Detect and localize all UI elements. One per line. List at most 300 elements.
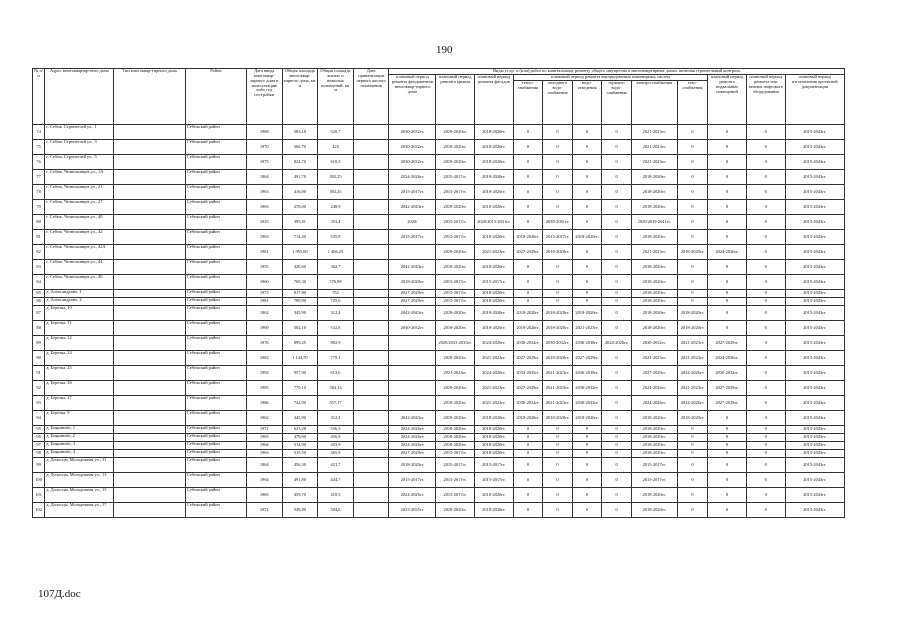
cell-facade: 2018-2020гг. <box>475 125 514 140</box>
cell-docs: 2015-2043гг. <box>785 434 844 442</box>
cell-fund <box>389 351 436 366</box>
cell-heat: 2030-2032гг. <box>513 396 543 411</box>
cell-type <box>114 215 185 230</box>
cell-n: 84 <box>33 275 45 290</box>
cell-facade: 2018-2020гг. <box>475 306 514 321</box>
cell-year: 1960 <box>246 275 282 290</box>
cell-area: 779,10 <box>282 381 318 396</box>
cell-area: 345,90 <box>282 306 318 321</box>
header-docs: плановый период изготовления проектной документации <box>785 75 844 125</box>
cell-gas: 0 <box>677 230 708 245</box>
header-fund: плановый период ремонта фундаментов многоквар-тирного дома <box>389 75 436 125</box>
cell-addr: д. Долосцы, Молодежная ул., 11 <box>45 458 114 473</box>
cell-type <box>114 351 185 366</box>
cell-priv <box>353 275 389 290</box>
cell-res: 802,9 <box>318 336 354 351</box>
cell-drain: 2018-2020гг. <box>572 306 602 321</box>
cell-basement: 2024-2026гг. <box>708 245 747 260</box>
table-row <box>33 260 845 275</box>
cell-type <box>114 185 185 200</box>
cell-area: 320,60 <box>282 260 318 275</box>
cell-elec: 2021-2023гг. <box>631 140 677 155</box>
cell-lift: 0 <box>746 125 785 140</box>
cell-district: Себежский район <box>185 125 246 140</box>
header-type: Тип многоквар-тирного дома <box>114 69 185 125</box>
cell-res: 752 <box>318 290 354 298</box>
cell-type <box>114 411 185 426</box>
cell-elec: 2018-2020гг. <box>631 290 677 298</box>
cell-basement: 0 <box>708 290 747 298</box>
table-row <box>33 503 845 518</box>
cell-lift: 0 <box>746 458 785 473</box>
cell-res: 532,8 <box>318 321 354 336</box>
cell-district: Себежский район <box>185 503 246 518</box>
cell-gas: 0 <box>677 434 708 442</box>
cell-elec: 2018-2020гг. <box>631 230 677 245</box>
cell-elec: 2018-2020гг. <box>631 298 677 306</box>
cell-cold: 0 <box>543 298 573 306</box>
cell-cold: 2021-2023гг. <box>543 381 573 396</box>
cell-year: 1976 <box>246 336 282 351</box>
cell-cold: 2018-2020гг. <box>543 351 573 366</box>
cell-gas: 2021-2023гг. <box>677 381 708 396</box>
header-roof: плановый период ремонта крыши <box>436 75 475 125</box>
cell-docs: 2015-2043гг. <box>785 396 844 411</box>
cell-roof: 2018-2020гг. <box>436 125 475 140</box>
cell-drain: 0 <box>572 298 602 306</box>
cell-drain: 2036-2038гг. <box>572 366 602 381</box>
cell-hot: 0 <box>602 366 632 381</box>
cell-cold: 2018-2020гг. <box>543 306 573 321</box>
cell-year: 1964 <box>246 473 282 488</box>
cell-elec: 2030-2032гг. <box>631 336 677 351</box>
cell-gas: 0 <box>677 290 708 298</box>
cell-district: Себежский район <box>185 458 246 473</box>
cell-type <box>114 230 185 245</box>
cell-area: 549,80 <box>282 503 318 518</box>
cell-addr: д. Березка, 26 <box>45 381 114 396</box>
capital-repair-table <box>32 68 845 518</box>
cell-res: 557,17 <box>318 396 354 411</box>
header-drain: водо-отведения <box>572 81 602 125</box>
cell-type <box>114 245 185 260</box>
cell-fund <box>389 381 436 396</box>
table-row <box>33 426 845 434</box>
cell-heat: 0 <box>513 488 543 503</box>
cell-elec: 2027-2029гг. <box>631 366 677 381</box>
cell-addr: д. Бояриново, 1 <box>45 426 114 434</box>
cell-basement: 0 <box>708 125 747 140</box>
cell-cold: 0 <box>543 458 573 473</box>
cell-type <box>114 260 185 275</box>
cell-year: 1981 <box>246 245 282 260</box>
cell-docs: 2015-2043гг. <box>785 442 844 450</box>
cell-heat: 0 <box>513 125 543 140</box>
cell-lift: 0 <box>746 336 785 351</box>
cell-priv <box>353 473 389 488</box>
cell-lift: 0 <box>746 306 785 321</box>
cell-priv <box>353 411 389 426</box>
cell-heat: 2030-2032гг. <box>513 336 543 351</box>
cell-lift: 0 <box>746 140 785 155</box>
cell-basement: 2024-2026гг. <box>708 351 747 366</box>
cell-hot: 0 <box>602 185 632 200</box>
cell-docs: 2015-2043гг. <box>785 200 844 215</box>
cell-heat: 0 <box>513 298 543 306</box>
cell-hot: 0 <box>602 396 632 411</box>
cell-cold: 0 <box>543 442 573 450</box>
cell-basement: 0 <box>708 155 747 170</box>
cell-fund: 2015-2017гг. <box>389 230 436 245</box>
cell-roof: 2015-2017гг. <box>436 290 475 298</box>
cell-gas: 0 <box>677 450 708 458</box>
cell-lift: 0 <box>746 366 785 381</box>
cell-n: 100 <box>33 473 45 488</box>
cell-res: 1 466,25 <box>318 245 354 260</box>
cell-district: Себежский район <box>185 200 246 215</box>
cell-priv <box>353 290 389 298</box>
cell-priv <box>353 260 389 275</box>
cell-cold: 0 <box>543 260 573 275</box>
cell-roof: 2018-2020гг. <box>436 200 475 215</box>
cell-roof: 2018-2020гг. <box>436 351 475 366</box>
cell-docs: 2015-2043гг. <box>785 450 844 458</box>
cell-roof: 2018-2020гг. <box>436 434 475 442</box>
cell-elec: 2018-2020гг. <box>631 450 677 458</box>
cell-addr: д. Бояриново, 4 <box>45 450 114 458</box>
cell-drain: 2027-2029гг. <box>572 351 602 366</box>
cell-basement: 0 <box>708 503 747 518</box>
cell-district: Себежский район <box>185 473 246 488</box>
cell-priv <box>353 450 389 458</box>
cell-heat: 0 <box>513 434 543 442</box>
cell-basement: 0 <box>708 426 747 434</box>
cell-elec: 2015-2017гг. <box>631 473 677 488</box>
cell-facade: 2018-2020гг. <box>475 298 514 306</box>
cell-elec: 2018-2020гг. <box>631 426 677 434</box>
cell-res: 248,9 <box>318 200 354 215</box>
cell-roof: 2015-2017гг. <box>436 473 475 488</box>
cell-n: 82 <box>33 245 45 260</box>
cell-fund: 2018-2020гг. <box>389 458 436 473</box>
cell-hot: 0 <box>602 260 632 275</box>
cell-res: 392,25 <box>318 185 354 200</box>
cell-drain: 2030-2032гг. <box>572 396 602 411</box>
cell-area: 456,30 <box>282 458 318 473</box>
header-address: Адрес многоквартир-ного дома <box>45 69 114 125</box>
cell-area: 1 955,00 <box>282 245 318 260</box>
cell-lift: 0 <box>746 396 785 411</box>
cell-fund: 2042-2043гг. <box>389 200 436 215</box>
cell-area: 742,90 <box>282 396 318 411</box>
cell-drain: 0 <box>572 488 602 503</box>
cell-res: 421,7 <box>318 458 354 473</box>
cell-fund: 2024-2026гг. <box>389 426 436 434</box>
cell-lift: 0 <box>746 260 785 275</box>
cell-gas: 2021-2023гг. <box>677 336 708 351</box>
cell-res: 618,5 <box>318 155 354 170</box>
cell-elec: 2018-2020гг. <box>631 185 677 200</box>
cell-facade: 2018-2020гг. <box>475 321 514 336</box>
cell-roof: 2018-2020гг. <box>436 260 475 275</box>
cell-district: Себежский район <box>185 434 246 442</box>
cell-year: 1981 <box>246 298 282 306</box>
cell-gas: 0 <box>677 155 708 170</box>
cell-fund: 2033-2035гг. <box>389 503 436 518</box>
cell-gas: 0 <box>677 458 708 473</box>
cell-basement: 0 <box>708 321 747 336</box>
cell-roof: 2021-2023гг. <box>436 366 475 381</box>
cell-facade: 2018-2020гг. <box>475 488 514 503</box>
cell-district: Себежский район <box>185 290 246 298</box>
cell-year: 1963 <box>246 185 282 200</box>
cell-area: 957,90 <box>282 366 318 381</box>
cell-elec: 2018-2020гг. <box>631 321 677 336</box>
cell-priv <box>353 245 389 260</box>
table-row <box>33 215 845 230</box>
cell-res: 613,6 <box>318 366 354 381</box>
cell-roof: 2015-2017гг. <box>436 458 475 473</box>
cell-year: 1970 <box>246 140 282 155</box>
cell-addr: г. Себеж, Челюскинцев ул., 42А <box>45 245 114 260</box>
cell-docs: 2015-2043гг. <box>785 381 844 396</box>
cell-priv <box>353 215 389 230</box>
cell-fund: 2030-2032гг. <box>389 321 436 336</box>
header-basement: плановый период ремонта подвальных помещений <box>708 75 747 125</box>
cell-roof: 2020/2033-2035гг. <box>436 336 475 351</box>
cell-area: 1 144,70 <box>282 351 318 366</box>
cell-hot: 0 <box>602 381 632 396</box>
cell-roof: 2015-2017гг. <box>436 170 475 185</box>
cell-res: 556,5 <box>318 426 354 434</box>
cell-elec: 2024-2026гг. <box>631 396 677 411</box>
cell-gas: 2018-2020гг. <box>677 321 708 336</box>
header-elec: электро-снабжения <box>631 81 677 125</box>
cell-docs: 2015-2043гг. <box>785 155 844 170</box>
cell-cold: 2021-2023гг. <box>543 396 573 411</box>
cell-lift: 0 <box>746 426 785 434</box>
cell-lift: 0 <box>746 275 785 290</box>
cell-facade: 2018-2020гг. <box>475 170 514 185</box>
cell-priv <box>353 351 389 366</box>
cell-area: 345,90 <box>282 411 318 426</box>
cell-n: 88 <box>33 321 45 336</box>
cell-docs: 2015-2043гг. <box>785 321 844 336</box>
cell-basement: 0 <box>708 306 747 321</box>
cell-cold: 2021-2023гг. <box>543 366 573 381</box>
cell-docs: 2015-2043гг. <box>785 215 844 230</box>
cell-district: Себежский район <box>185 260 246 275</box>
cell-heat: 2033-2035гг. <box>513 366 543 381</box>
cell-priv <box>353 336 389 351</box>
cell-addr: д. Бояриново, 3 <box>45 442 114 450</box>
cell-heat: 0 <box>513 185 543 200</box>
cell-cold: 2018-2020гг. <box>543 245 573 260</box>
cell-n: 94 <box>33 411 45 426</box>
cell-gas: 0 <box>677 200 708 215</box>
cell-facade: 2018-2020гг. <box>475 185 514 200</box>
cell-roof: 2018-2020гг. <box>436 245 475 260</box>
cell-addr: г. Себеж, Строителей ул., 5 <box>45 155 114 170</box>
cell-type <box>114 381 185 396</box>
cell-docs: 2015-2043гг. <box>785 336 844 351</box>
cell-year: 1935 <box>246 215 282 230</box>
cell-res: 465,9 <box>318 450 354 458</box>
cell-hot: 0 <box>602 306 632 321</box>
cell-addr: г. Себеж, Строителей ул., 3 <box>45 140 114 155</box>
cell-n: 76 <box>33 155 45 170</box>
cell-area: 515,50 <box>282 450 318 458</box>
cell-res: 353,4 <box>318 215 354 230</box>
header-lift: плановый период ремонта или замены лифтового оборудования <box>746 75 785 125</box>
table-row <box>33 473 845 488</box>
cell-docs: 2015-2043гг. <box>785 366 844 381</box>
table-row <box>33 200 845 215</box>
cell-elec: 2018-2020гг. <box>631 411 677 426</box>
header-cold: холодного водо-снабжения <box>543 81 573 125</box>
cell-type <box>114 366 185 381</box>
cell-roof: 2018-2020гг. <box>436 381 475 396</box>
cell-area: 459,70 <box>282 488 318 503</box>
cell-lift: 0 <box>746 290 785 298</box>
cell-facade: 2020/2013-2031гг. <box>475 215 514 230</box>
header-eng-group: плановый период ремонта внутридомовых инженерных систем <box>513 75 708 81</box>
cell-facade: 2018-2020гг. <box>475 200 514 215</box>
cell-heat: 0 <box>513 426 543 434</box>
cell-basement: 0 <box>708 260 747 275</box>
cell-lift: 0 <box>746 434 785 442</box>
cell-res: 418,5 <box>318 488 354 503</box>
cell-fund <box>389 336 436 351</box>
cell-fund: 2015-2017гг. <box>389 473 436 488</box>
cell-fund: 2030-2032гг. <box>389 140 436 155</box>
cell-n: 99 <box>33 458 45 473</box>
cell-docs: 2015-2043гг. <box>785 185 844 200</box>
cell-facade: 2024-2026гг. <box>475 336 514 351</box>
cell-res: 453,9 <box>318 442 354 450</box>
header-total-area: Общая площадь многоквар-тирного дома, кв. м <box>282 69 318 125</box>
cell-area: 395,81 <box>282 215 318 230</box>
cell-lift: 0 <box>746 170 785 185</box>
cell-basement: 0 <box>708 411 747 426</box>
cell-district: Себежский район <box>185 140 246 155</box>
cell-priv <box>353 396 389 411</box>
cell-lift: 0 <box>746 245 785 260</box>
cell-heat: 2027-2029гг. <box>513 351 543 366</box>
cell-year: 1962 <box>246 306 282 321</box>
cell-fund: 2018-2020гг. <box>389 275 436 290</box>
cell-fund: 2042-2043гг. <box>389 260 436 275</box>
cell-hot: 0 <box>602 321 632 336</box>
cell-district: Себежский район <box>185 230 246 245</box>
table-row <box>33 488 845 503</box>
cell-addr: д. Березка, 10 <box>45 306 114 321</box>
cell-district: Себежский район <box>185 411 246 426</box>
cell-roof: 2015-2017гг. <box>436 215 475 230</box>
cell-year: 1964 <box>246 170 282 185</box>
cell-drain: 0 <box>572 140 602 155</box>
cell-priv <box>353 170 389 185</box>
cell-basement: 0 <box>708 442 747 450</box>
header-priv-date: Дата приватизации первого жилого помещения <box>353 69 389 125</box>
cell-gas: 0 <box>677 426 708 434</box>
cell-gas: 0 <box>677 215 708 230</box>
cell-area: 491,70 <box>282 170 318 185</box>
cell-facade: 2015-2017гг. <box>475 458 514 473</box>
cell-fund: 2027-2029гг. <box>389 290 436 298</box>
cell-priv <box>353 442 389 450</box>
cell-lift: 0 <box>746 351 785 366</box>
cell-n: 83 <box>33 260 45 275</box>
cell-cold: 2018-2020гг. <box>543 411 573 426</box>
cell-type <box>114 396 185 411</box>
cell-heat: 0 <box>513 473 543 488</box>
cell-fund <box>389 366 436 381</box>
cell-roof: 2015-2017гг. <box>436 450 475 458</box>
cell-basement: 0 <box>708 140 747 155</box>
cell-roof: 2018-2020гг. <box>436 503 475 518</box>
cell-gas: 2018-2020гг. <box>677 306 708 321</box>
cell-heat: 0 <box>513 290 543 298</box>
cell-gas: 2024-2026гг. <box>677 396 708 411</box>
cell-priv <box>353 426 389 434</box>
cell-district: Себежский район <box>185 426 246 434</box>
cell-fund: 2024-2026гг. <box>389 488 436 503</box>
cell-facade: 2018-2020гг. <box>475 450 514 458</box>
cell-lift: 0 <box>746 450 785 458</box>
cell-n: 80 <box>33 215 45 230</box>
cell-docs: 2015-2043гг. <box>785 488 844 503</box>
cell-fund: 2020/ <box>389 215 436 230</box>
cell-gas: 2024-2026гг. <box>677 366 708 381</box>
cell-elec: 2018-2020гг. <box>631 306 677 321</box>
table-row <box>33 125 845 140</box>
cell-district: Себежский район <box>185 488 246 503</box>
cell-drain: 0 <box>572 200 602 215</box>
cell-gas: 2018-2020гг. <box>677 411 708 426</box>
cell-heat: 2018-2020гг. <box>513 306 543 321</box>
cell-n: 102 <box>33 503 45 518</box>
cell-district: Себежский район <box>185 366 246 381</box>
cell-docs: 2015-2043гг. <box>785 351 844 366</box>
cell-basement: 0 <box>708 230 747 245</box>
cell-drain: 2018-2020гг. <box>572 230 602 245</box>
cell-basement: 2030-2032гг. <box>708 366 747 381</box>
cell-priv <box>353 381 389 396</box>
table-row <box>33 434 845 442</box>
cell-type <box>114 170 185 185</box>
header-group: Виды услуг и (или) работ по капитальному ремонту общего имущества в многоквартирных домах, включая строительный контроль <box>389 69 845 75</box>
cell-cold: 0 <box>543 488 573 503</box>
table-row <box>33 230 845 245</box>
cell-type <box>114 321 185 336</box>
cell-type <box>114 290 185 298</box>
cell-addr: г. Себеж, Челюскинцев ул., 44 <box>45 260 114 275</box>
cell-priv <box>353 434 389 442</box>
cell-hot: 0 <box>602 200 632 215</box>
cell-drain: 0 <box>572 442 602 450</box>
table-row <box>33 351 845 366</box>
cell-basement: 0 <box>708 473 747 488</box>
cell-roof: 2015-2017гг. <box>436 298 475 306</box>
cell-facade: 2018-2020гг. <box>475 426 514 434</box>
cell-gas: 0 <box>677 298 708 306</box>
cell-area: 824,70 <box>282 155 318 170</box>
cell-area: 789,90 <box>282 298 318 306</box>
cell-priv <box>353 298 389 306</box>
cell-docs: 2015-2043гг. <box>785 426 844 434</box>
cell-cold: 0 <box>543 185 573 200</box>
